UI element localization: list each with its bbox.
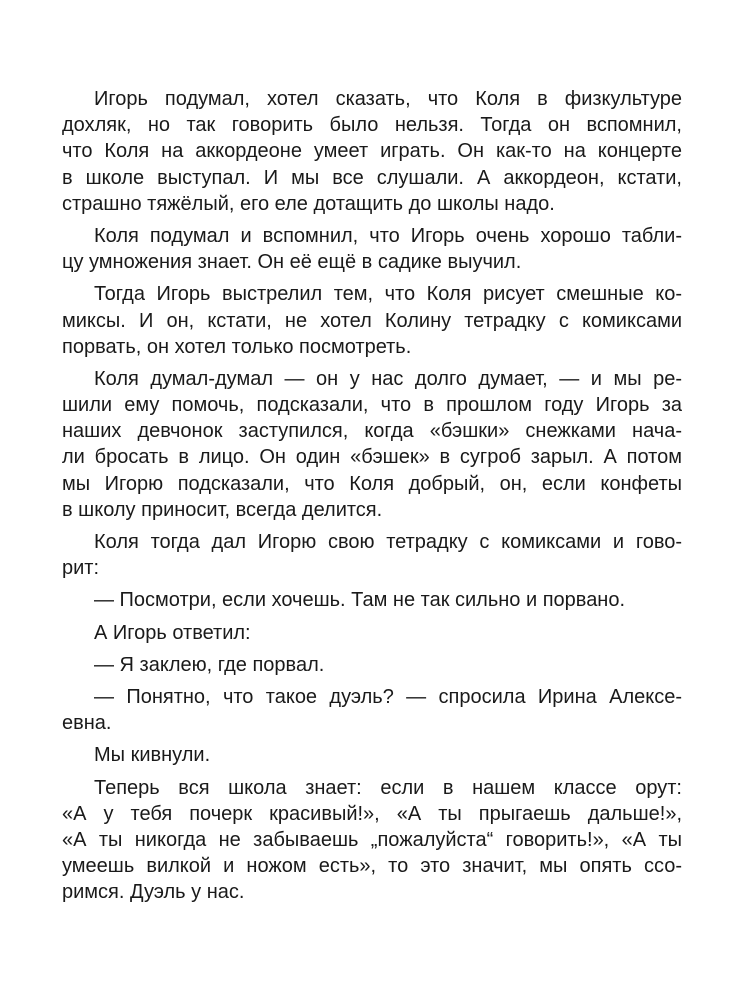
text-line: шили ему помочь, подсказали, что в прошлом году Игорь за — [62, 394, 682, 417]
text-line: цу умножения знает. Он её ещё в садике выучил. — [62, 251, 522, 274]
text-line: миксы. И он, кстати, не хотел Колину тетрадку с комиксами — [62, 309, 682, 332]
paragraph — [62, 652, 682, 678]
text-line: Коля подумал и вспомнил, что Игорь очень хорошо табли- — [94, 224, 682, 247]
text-line: — Я заклею, где порвал. — [94, 653, 325, 676]
text-line: порвать, он хотел только посмотреть. — [62, 335, 412, 358]
text-line: — Понятно, что такое дуэль? — спросила Ирина Алексе- — [94, 685, 682, 708]
paragraph — [62, 742, 682, 768]
text-line: ли бросать в лицо. Он один «бэшек» в сугроб зарыл. А потом — [62, 446, 682, 469]
paragraph — [62, 281, 682, 360]
text-line: в школе выступал. И мы все слушали. А аккордеон, кстати, — [62, 166, 682, 189]
text-line: мы Игорю подсказали, что Коля добрый, он, если конфеты — [62, 472, 682, 495]
text-line: что Коля на аккордеоне умеет играть. Он как-то на концерте — [62, 140, 682, 163]
text-line: дохляк, но так говорить было нельзя. Тогда он вспомнил, — [62, 114, 682, 137]
text-line: «А у тебя почерк красивый!», «А ты прыгаешь дальше!», — [62, 802, 682, 825]
paragraph — [62, 775, 682, 906]
text-line: умеешь вилкой и ножом есть», то это значит, мы опять ссо- — [62, 855, 682, 878]
text-line: евна. — [62, 712, 112, 735]
text-line: Тогда Игорь выстрелил тем, что Коля рисует смешные ко- — [94, 283, 682, 306]
text-line: рит: — [62, 557, 100, 580]
text-line: наших девчонок заступился, когда «бэшки» снежками нача- — [62, 420, 682, 443]
text-line: Теперь вся школа знает: если в нашем классе орут: — [94, 776, 682, 799]
paragraph — [62, 587, 682, 613]
text-line: Игорь подумал, хотел сказать, что Коля в физкультуре — [94, 88, 682, 110]
paragraph — [62, 684, 682, 736]
text-line: римся. Дуэль у нас. — [62, 881, 245, 904]
paragraph — [62, 366, 682, 523]
text-line: А Игорь ответил: — [94, 621, 251, 644]
text-line: Коля думал-думал — он у нас долго думает, — и мы ре- — [94, 367, 682, 390]
text-line: — Посмотри, если хочешь. Там не так сильно и порвано. — [94, 589, 626, 612]
paragraph — [62, 529, 682, 581]
text-line: страшно тяжёлый, его еле дотащить до школы надо. — [62, 192, 555, 215]
text-line: Мы кивнули. — [94, 744, 211, 767]
paragraph — [62, 223, 682, 275]
text-line: Коля тогда дал Игорю свою тетрадку с комиксами и гово- — [94, 531, 682, 553]
paragraph — [62, 620, 682, 646]
page-text — [62, 86, 682, 905]
paragraph — [62, 86, 682, 217]
text-line: «А ты никогда не забываешь „пожалуйста“ говорить!», «А ты — [62, 828, 682, 851]
text-line: в школу приносит, всегда делится. — [62, 498, 383, 521]
